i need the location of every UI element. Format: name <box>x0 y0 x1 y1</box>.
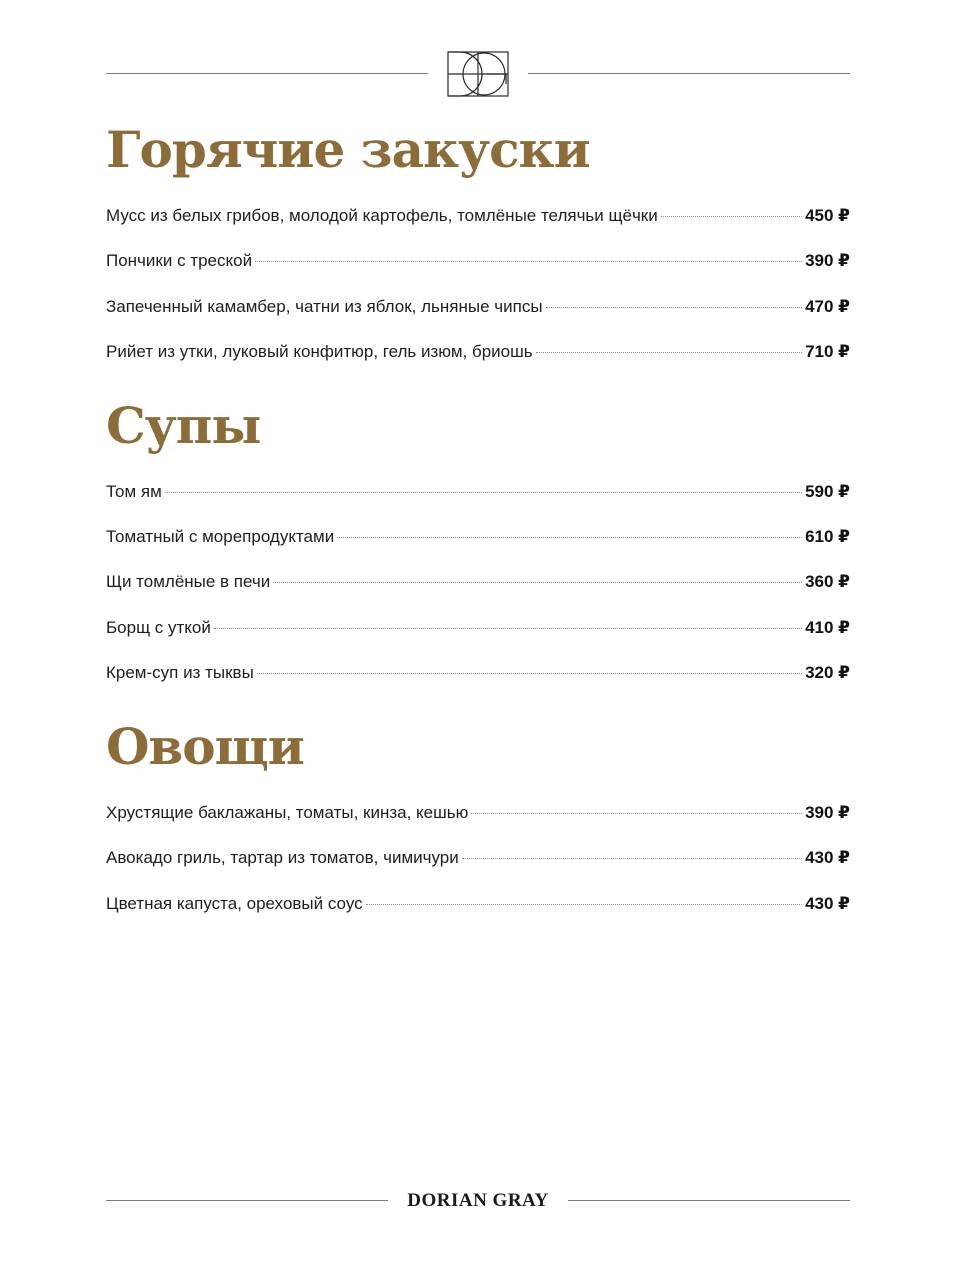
dot-leader <box>462 858 802 859</box>
menu-item-name: Рийет из утки, луковый конфитюр, гель изюм, бриошь <box>106 342 533 361</box>
menu-item-name: Пончики с треской <box>106 251 253 270</box>
menu-item-price: 390 ₽ <box>805 803 850 822</box>
footer-rule-left <box>106 1200 388 1201</box>
menu-item <box>106 294 850 320</box>
menu-item-price: 390 ₽ <box>805 251 850 270</box>
menu-item-price: 410 ₽ <box>805 618 850 637</box>
footer <box>106 1186 850 1216</box>
brand-name: DORIAN GRAY <box>407 1190 549 1211</box>
dot-leader <box>471 813 802 814</box>
menu-item <box>106 339 850 365</box>
menu-item <box>106 569 850 595</box>
dot-leader <box>257 673 802 674</box>
menu-item-price: 430 ₽ <box>805 848 850 867</box>
dg-monogram-icon <box>446 50 510 98</box>
dot-leader <box>214 628 802 629</box>
dot-leader <box>546 307 803 308</box>
menu-item-name: Запеченный камамбер, чатни из яблок, льняные чипсы <box>106 297 543 316</box>
menu-item-name: Мусс из белых грибов, молодой картофель, томлёные телячьи щёчки <box>106 206 658 225</box>
dot-leader <box>661 216 802 217</box>
menu-item <box>106 248 850 274</box>
dot-leader <box>337 537 802 538</box>
menu-item <box>106 524 850 550</box>
section-title-soups: Супы <box>106 396 261 455</box>
header-rule-right <box>528 73 850 74</box>
menu-item-price: 470 ₽ <box>805 297 850 316</box>
dot-leader <box>536 352 802 353</box>
menu-item-price: 450 ₽ <box>805 206 850 225</box>
menu-item-name: Щи томлёные в печи <box>106 572 271 591</box>
menu-item <box>106 479 850 505</box>
dot-leader <box>165 492 802 493</box>
dot-leader <box>255 261 802 262</box>
menu-item <box>106 845 850 871</box>
menu-item-name: Том ям <box>106 482 162 501</box>
footer-rule-right <box>568 1200 850 1201</box>
menu-item-name: Томатный с морепродуктами <box>106 527 335 546</box>
section-title-hot-appetizers: Горячие закуски <box>106 120 590 179</box>
section-title-vegetables: Овощи <box>106 717 304 776</box>
menu-item-name: Хрустящие баклажаны, томаты, кинза, кешью <box>106 803 469 822</box>
menu-item-name: Цветная капуста, ореховый соус <box>106 894 363 913</box>
menu-item <box>106 891 850 917</box>
menu-item-price: 430 ₽ <box>805 894 850 913</box>
dot-leader <box>366 904 802 905</box>
header-ornament <box>106 48 850 100</box>
menu-item-price: 610 ₽ <box>805 527 850 546</box>
menu-item <box>106 800 850 826</box>
header-rule-left <box>106 73 428 74</box>
menu-item-price: 710 ₽ <box>805 342 850 361</box>
menu-item-price: 320 ₽ <box>805 663 850 682</box>
menu-item <box>106 203 850 229</box>
menu-item-price: 360 ₽ <box>805 572 850 591</box>
menu-item-name: Авокадо гриль, тартар из томатов, чимичури <box>106 848 459 867</box>
menu-item-name: Крем-суп из тыквы <box>106 663 254 682</box>
menu-item <box>106 660 850 686</box>
dot-leader <box>273 582 802 583</box>
menu-item-price: 590 ₽ <box>805 482 850 501</box>
menu-item-name: Борщ с уткой <box>106 618 211 637</box>
menu-item <box>106 615 850 641</box>
